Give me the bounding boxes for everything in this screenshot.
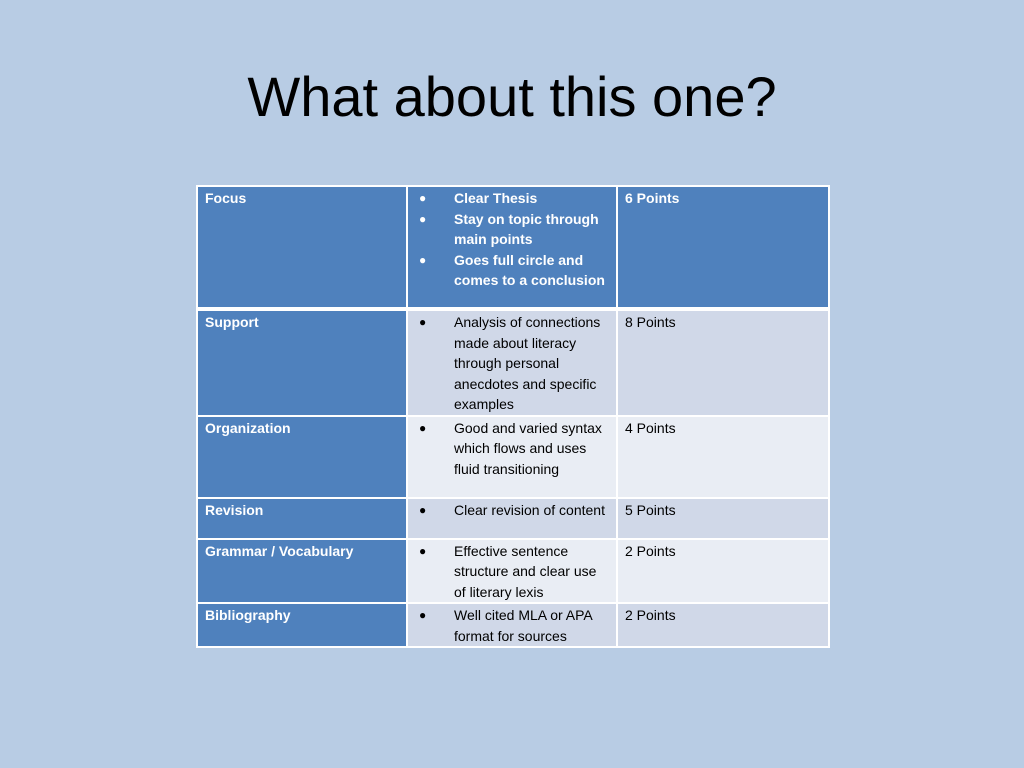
points-cell: 2 Points: [617, 603, 829, 647]
bullet-icon: ●: [419, 315, 427, 329]
criteria-cell: [407, 603, 617, 647]
points-cell: 4 Points: [617, 416, 829, 498]
table-row: [197, 309, 829, 416]
criteria-list: [415, 541, 609, 603]
bullet-icon: ●: [419, 502, 427, 517]
category-cell: Grammar / Vocabulary: [197, 539, 407, 604]
bullet-icon: ●: [419, 191, 427, 205]
criteria-text: Effective sentence structure and clear use of literary lexis: [454, 542, 597, 600]
category-cell: Revision: [197, 498, 407, 539]
list-item: [415, 605, 609, 646]
table-row: [197, 539, 829, 604]
criteria-list: [415, 418, 609, 480]
table-row: [197, 416, 829, 498]
bullet-icon: ●: [419, 211, 427, 226]
criteria-cell: [407, 309, 617, 416]
list-item: [415, 188, 609, 209]
category-cell: Organization: [197, 416, 407, 498]
criteria-cell: [407, 539, 617, 604]
criteria-list: [415, 312, 609, 415]
criteria-text: Goes full circle and comes to a conclusion: [454, 251, 605, 288]
criteria-text: Clear revision of content: [454, 501, 605, 518]
list-item: [415, 500, 609, 521]
criteria-text: Good and varied syntax which flows and uses fluid transitioning: [454, 419, 602, 477]
criteria-text: Stay on topic through main points: [454, 210, 599, 247]
criteria-list: [415, 605, 609, 646]
criteria-text: Clear Thesis: [454, 190, 538, 206]
category-cell: Focus: [197, 186, 407, 309]
list-item: [415, 209, 609, 250]
list-item: [415, 312, 609, 415]
table-row: [197, 603, 829, 647]
rubric-table: [196, 185, 830, 648]
criteria-list: [415, 500, 609, 521]
bullet-icon: ●: [419, 608, 427, 622]
list-item: [415, 250, 609, 291]
slide-title: What about this one?: [247, 65, 777, 128]
points-cell: 5 Points: [617, 498, 829, 539]
list-item: [415, 418, 609, 480]
points-cell: 6 Points: [617, 186, 829, 309]
criteria-text: Well cited MLA or APA format for sources: [454, 607, 592, 644]
bullet-icon: ●: [419, 543, 427, 558]
list-item: [415, 541, 609, 603]
criteria-cell: [407, 186, 617, 309]
criteria-text: Analysis of connections made about literacy through personal anecdotes and specific examples: [454, 314, 601, 412]
points-cell: 8 Points: [617, 309, 829, 416]
bullet-icon: ●: [419, 252, 427, 267]
criteria-cell: [407, 498, 617, 539]
criteria-cell: [407, 416, 617, 498]
category-cell: Support: [197, 309, 407, 416]
category-cell: Bibliography: [197, 603, 407, 647]
bullet-icon: ●: [419, 420, 427, 435]
table-row: [197, 498, 829, 539]
criteria-list: [415, 188, 609, 291]
points-cell: 2 Points: [617, 539, 829, 604]
table-row: [197, 186, 829, 309]
